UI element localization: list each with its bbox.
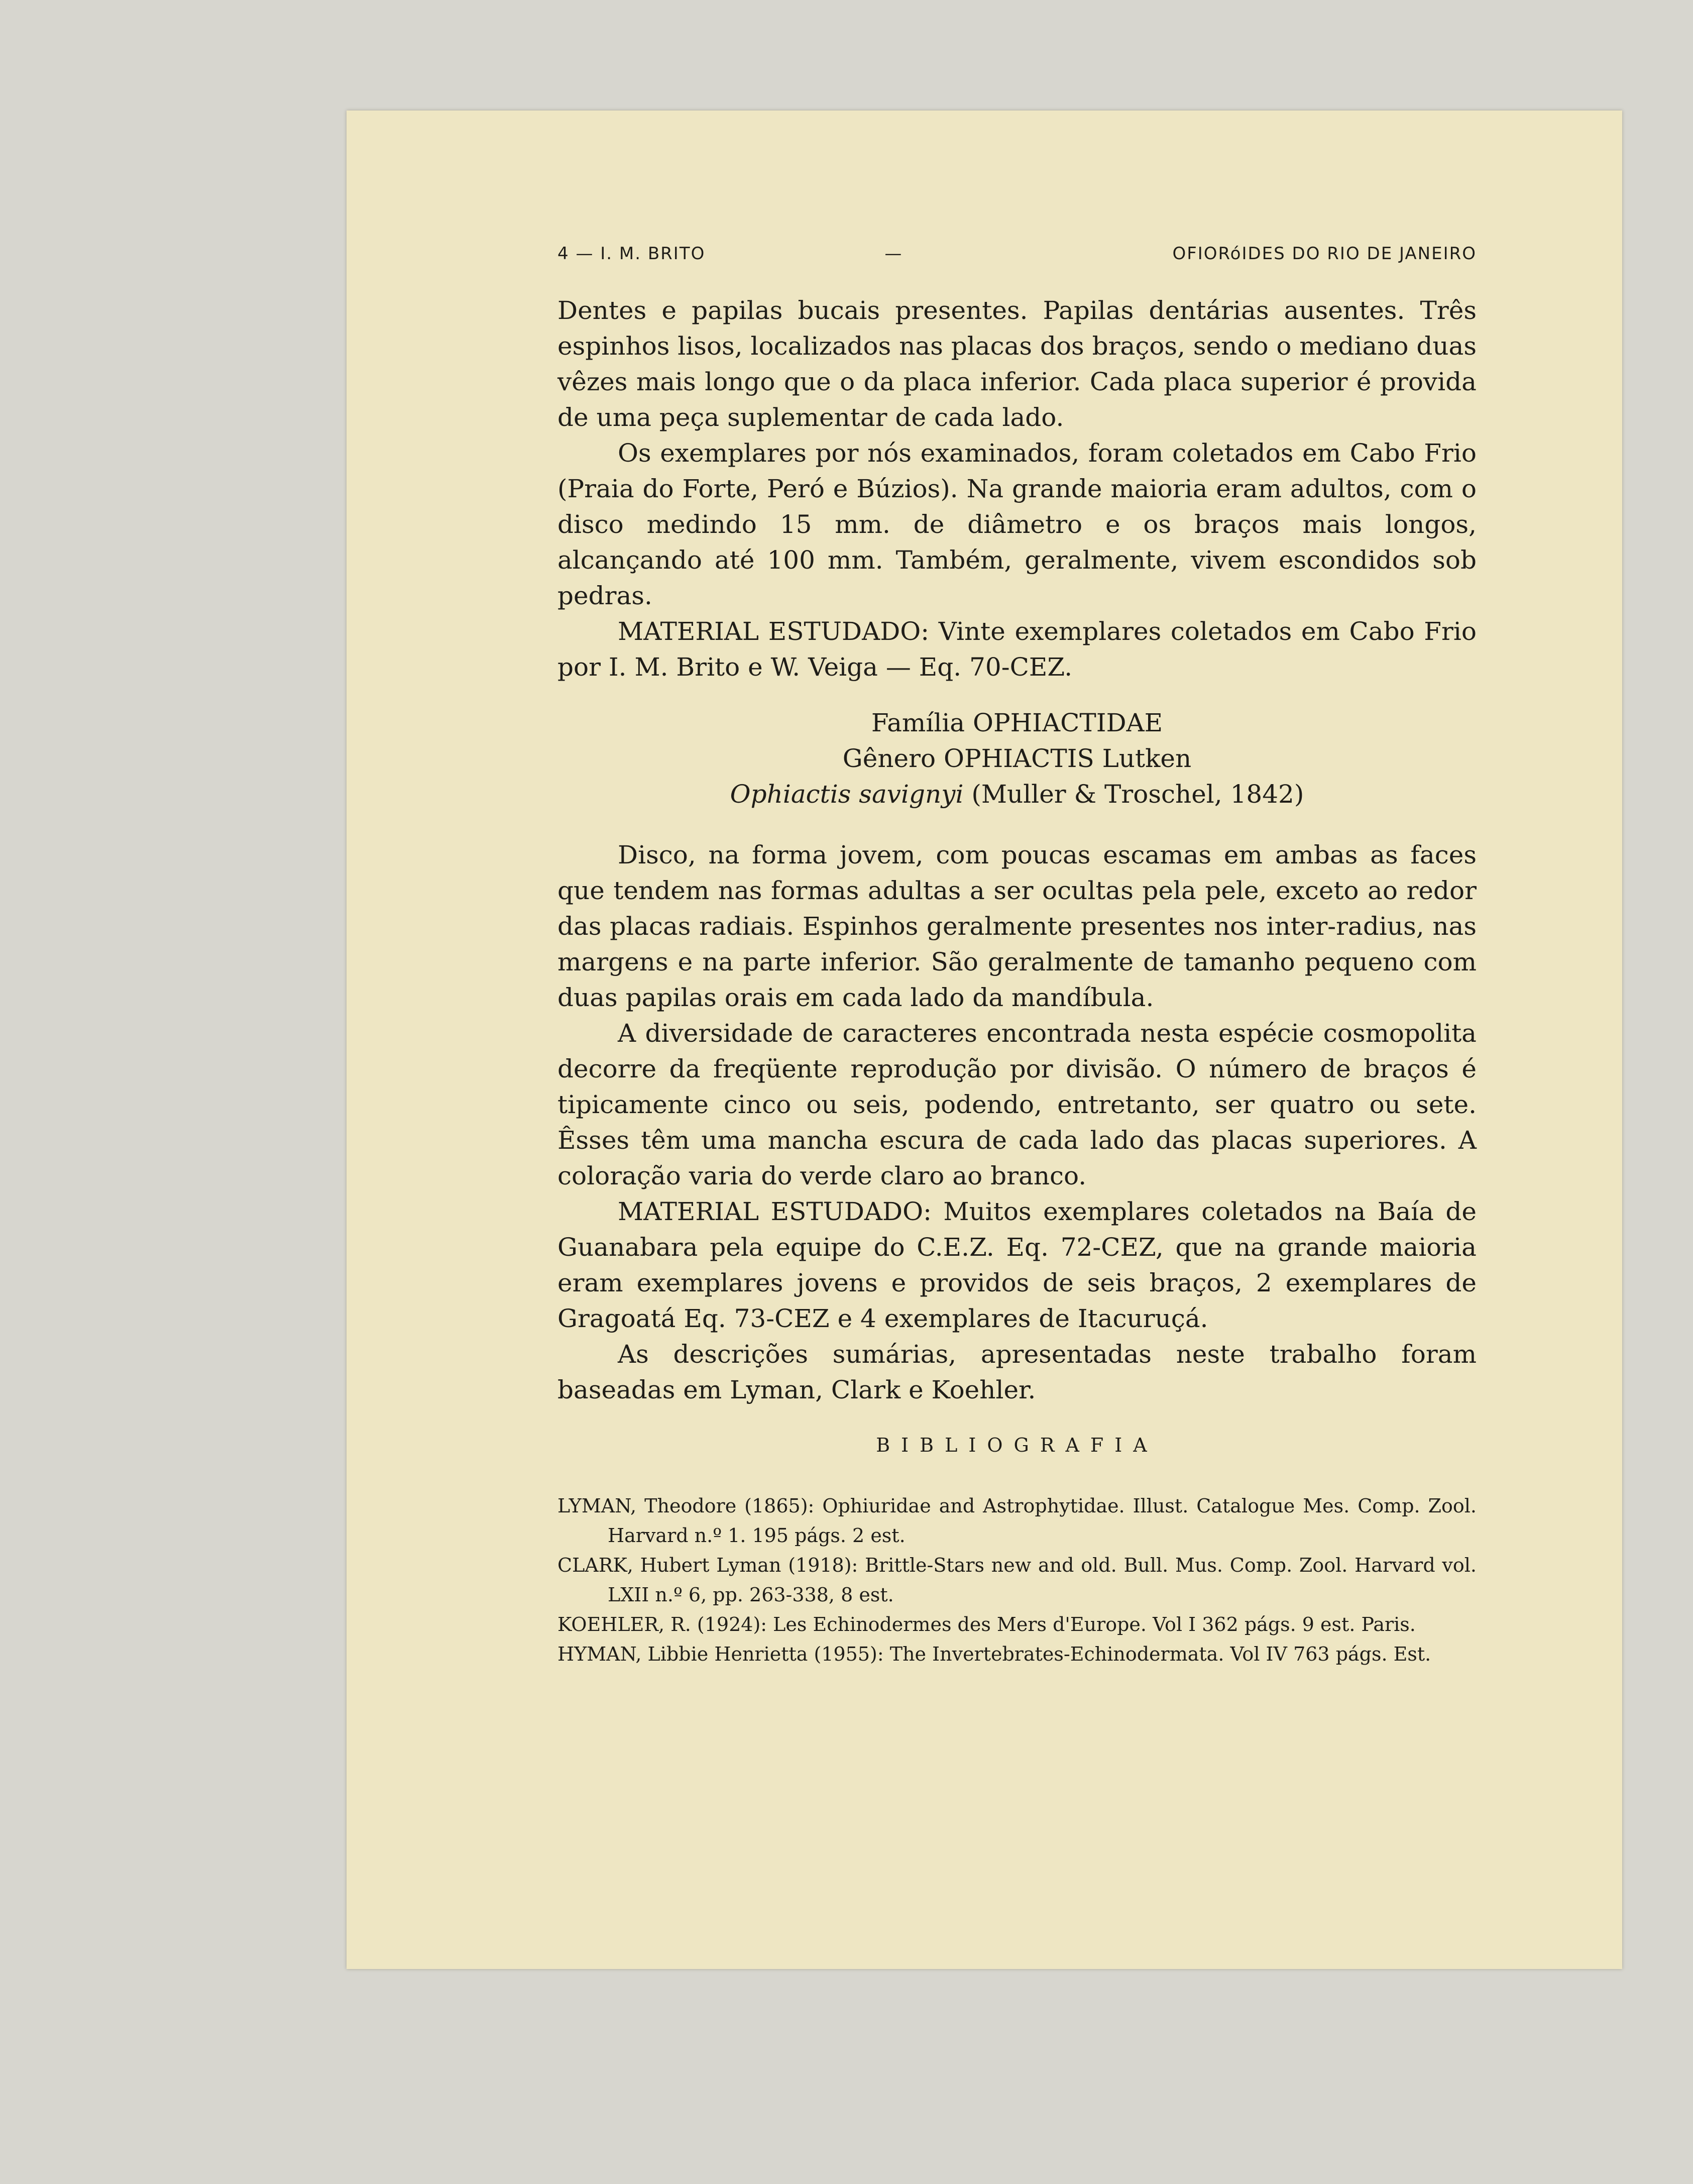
bibliography-entry: LYMAN, Theodore (1865): Ophiuridae and Astrophytidae. Illust. Catalogue Mes. Comp. Zool. Harvard n.º 1. 195 págs. 2 est. [557, 1495, 1477, 1547]
taxon-heading [557, 705, 1477, 812]
paragraph: A diversidade de caracteres encontrada nesta espécie cosmopolita decorre da freqüente reprodução por divisão. O número de braços é tipicamente cinco ou seis, podendo, entretanto, ser quatro ou sete. Êsses têm uma mancha escura de cada lado das placas superiores. A coloração varia do verde claro ao branco. [557, 1019, 1477, 1190]
species-name: Ophiactis savignyi [730, 780, 964, 809]
document-page [347, 111, 1622, 1969]
running-head-left: 4 — I. M. BRITO [557, 244, 706, 264]
running-head-right: OFIORóIDES DO RIO DE JANEIRO [1172, 244, 1477, 264]
body-text-bottom [557, 837, 1477, 1408]
running-head-center: — [884, 244, 903, 264]
paragraph: Disco, na forma jovem, com poucas escamas em ambas as faces que tendem nas formas adultas a ser ocultas pela pele, exceto ao redor das placas radiais. Espinhos geralmente presentes nos inter-radius, nas margens e na parte inferior. São geralmente de tamanho pequeno com duas papilas orais em cada lado da mandíbula. [557, 840, 1477, 1012]
bibliography-entry: HYMAN, Libbie Henrietta (1955): The Invertebrates-Echinodermata. Vol IV 763 págs. Est. [557, 1643, 1431, 1665]
bibliography-title: BIBLIOGRAFIA [876, 1434, 1158, 1456]
paragraph: MATERIAL ESTUDADO: Vinte exemplares coletados em Cabo Frio por I. M. Brito e W. Veiga — Eq. 70-CEZ. [557, 617, 1477, 682]
page-content [557, 239, 1477, 1669]
paragraph: As descrições sumárias, apresentadas neste trabalho foram baseadas em Lyman, Clark e Koehler. [557, 1340, 1477, 1404]
running-head [557, 239, 1477, 269]
bibliography-entry: CLARK, Hubert Lyman (1918): Brittle-Stars new and old. Bull. Mus. Comp. Zool. Harvard vol. LXII n.º 6, pp. 263-338, 8 est. [557, 1554, 1477, 1606]
species-heading [557, 777, 1477, 812]
genus-heading: Gênero OPHIACTIS Lutken [842, 744, 1192, 773]
bibliography-entry: KOEHLER, R. (1924): Les Echinodermes des Mers d'Europe. Vol I 362 págs. 9 est. Paris. [557, 1613, 1416, 1635]
body-text-top [557, 293, 1477, 685]
family-heading: Família OPHIACTIDAE [871, 708, 1163, 737]
bibliography-list [557, 1491, 1477, 1669]
paragraph: MATERIAL ESTUDADO: Muitos exemplares coletados na Baía de Guanabara pela equipe do C.E.Z. Eq. 72-CEZ, que na grande maioria eram exemplares jovens e providos de seis braços, 2 exemplares de Gragoatá Eq. 73-CEZ e 4 exemplares de Itacuruçá. [557, 1197, 1477, 1333]
species-author: (Muller & Troschel, 1842) [963, 780, 1304, 809]
paragraph: Dentes e papilas bucais presentes. Papilas dentárias ausentes. Três espinhos lisos, localizados nas placas dos braços, sendo o mediano duas vêzes mais longo que o da placa inferior. Cada placa superior é provida de uma peça suplementar de cada lado. [557, 296, 1477, 432]
paragraph: Os exemplares por nós examinados, foram coletados em Cabo Frio (Praia do Forte, Peró e Búzios). Na grande maioria eram adultos, com o disco medindo 15 mm. de diâmetro e os braços mais longos, alcançando até 100 mm. Também, geralmente, vivem escondidos sob pedras. [557, 439, 1477, 610]
